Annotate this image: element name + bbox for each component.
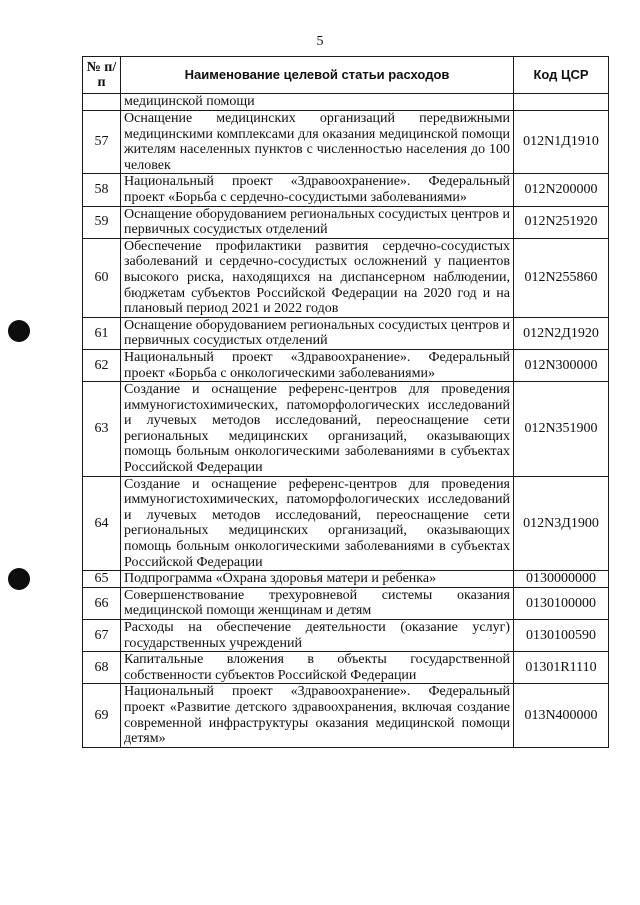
row-name: Оснащение медицинских организаций передвижными медицинскими комплексами для оказания медицинской помощи жителям населенных пунктов с численностью населения до 100 человек — [121, 111, 514, 174]
row-name: Создание и оснащение референс-центров для проведения иммуногистохимических, патоморфологических исследований и лучевых методов исследований, переоснащение сети региональных медицинских организаций, оказывающих помощь больным онкологическими заболеваниями в субъектах Российской Федерации — [121, 476, 514, 571]
row-code: 012N2Д1920 — [514, 317, 609, 349]
row-num: 67 — [83, 620, 121, 652]
table-row — [83, 111, 609, 174]
row-code: 012N351900 — [514, 382, 609, 477]
table-row — [83, 174, 609, 206]
table-row — [83, 620, 609, 652]
table-row — [83, 238, 609, 317]
table-header-row — [83, 57, 609, 94]
header-num: № п/п — [83, 57, 121, 94]
row-code: 012N1Д1910 — [514, 111, 609, 174]
row-name: Национальный проект «Здравоохранение». Федеральный проект «Борьба с сердечно-сосудистыми заболеваниями» — [121, 174, 514, 206]
row-name: Подпрограмма «Охрана здоровья матери и ребенка» — [121, 571, 514, 588]
row-name: Национальный проект «Здравоохранение». Федеральный проект «Развитие детского здравоохранения, включая создание современной инфраструктуры оказания медицинской помощи детям» — [121, 684, 514, 747]
table-row — [83, 571, 609, 588]
row-name: Капитальные вложения в объекты государственной собственности субъектов Российской Федерации — [121, 652, 514, 684]
row-code: 012N251920 — [514, 206, 609, 238]
row-name: Расходы на обеспечение деятельности (оказание услуг) государственных учреждений — [121, 620, 514, 652]
row-code: 012N3Д1900 — [514, 476, 609, 571]
table-row — [83, 476, 609, 571]
row-num: 58 — [83, 174, 121, 206]
row-code: 0130100590 — [514, 620, 609, 652]
row-num: 63 — [83, 382, 121, 477]
row-name: медицинской помощи — [121, 94, 514, 111]
row-num: 57 — [83, 111, 121, 174]
row-code: 0130000000 — [514, 571, 609, 588]
row-name: Создание и оснащение референс-центров для проведения иммуногистохимических, патоморфологических исследований и лучевых методов исследований, переоснащение сети региональных медицинских организаций, оказывающих помощь больным онкологическими заболеваниями в субъектах Российской Федерации — [121, 382, 514, 477]
row-num: 69 — [83, 684, 121, 747]
row-name: Совершенствование трехуровневой системы оказания медицинской помощи женщинам и детям — [121, 587, 514, 619]
row-num: 61 — [83, 317, 121, 349]
row-code: 012N255860 — [514, 238, 609, 317]
table-row — [83, 94, 609, 111]
punch-hole-bottom — [8, 568, 30, 590]
table-row — [83, 349, 609, 381]
row-code — [514, 94, 609, 111]
row-name: Национальный проект «Здравоохранение». Федеральный проект «Борьба с онкологическими заболеваниями» — [121, 349, 514, 381]
table-row — [83, 317, 609, 349]
header-name: Наименование целевой статьи расходов — [121, 57, 514, 94]
expenditure-table — [82, 56, 609, 748]
table-row — [83, 684, 609, 747]
row-num: 65 — [83, 571, 121, 588]
row-name: Оснащение оборудованием региональных сосудистых центров и первичных сосудистых отделений — [121, 317, 514, 349]
table-row — [83, 587, 609, 619]
row-code: 01301R1110 — [514, 652, 609, 684]
row-name: Оснащение оборудованием региональных сосудистых центров и первичных сосудистых отделений — [121, 206, 514, 238]
row-num: 66 — [83, 587, 121, 619]
row-code: 012N200000 — [514, 174, 609, 206]
row-num — [83, 94, 121, 111]
row-num: 64 — [83, 476, 121, 571]
row-code: 012N300000 — [514, 349, 609, 381]
row-num: 62 — [83, 349, 121, 381]
row-name: Обеспечение профилактики развития сердечно-сосудистых заболеваний и сердечно-сосудистых осложнений у пациентов высокого риска, находящихся на диспансерном наблюдении, бюджетам субъектов Российской Федерации на 2020 год и на плановый период 2021 и 2022 годов — [121, 238, 514, 317]
table-row — [83, 382, 609, 477]
page-number: 5 — [316, 34, 324, 49]
row-num: 59 — [83, 206, 121, 238]
header-code: Код ЦСР — [514, 57, 609, 94]
table-row — [83, 206, 609, 238]
table-row — [83, 652, 609, 684]
row-code: 013N400000 — [514, 684, 609, 747]
row-num: 60 — [83, 238, 121, 317]
punch-hole-top — [8, 320, 30, 342]
row-code: 0130100000 — [514, 587, 609, 619]
row-num: 68 — [83, 652, 121, 684]
